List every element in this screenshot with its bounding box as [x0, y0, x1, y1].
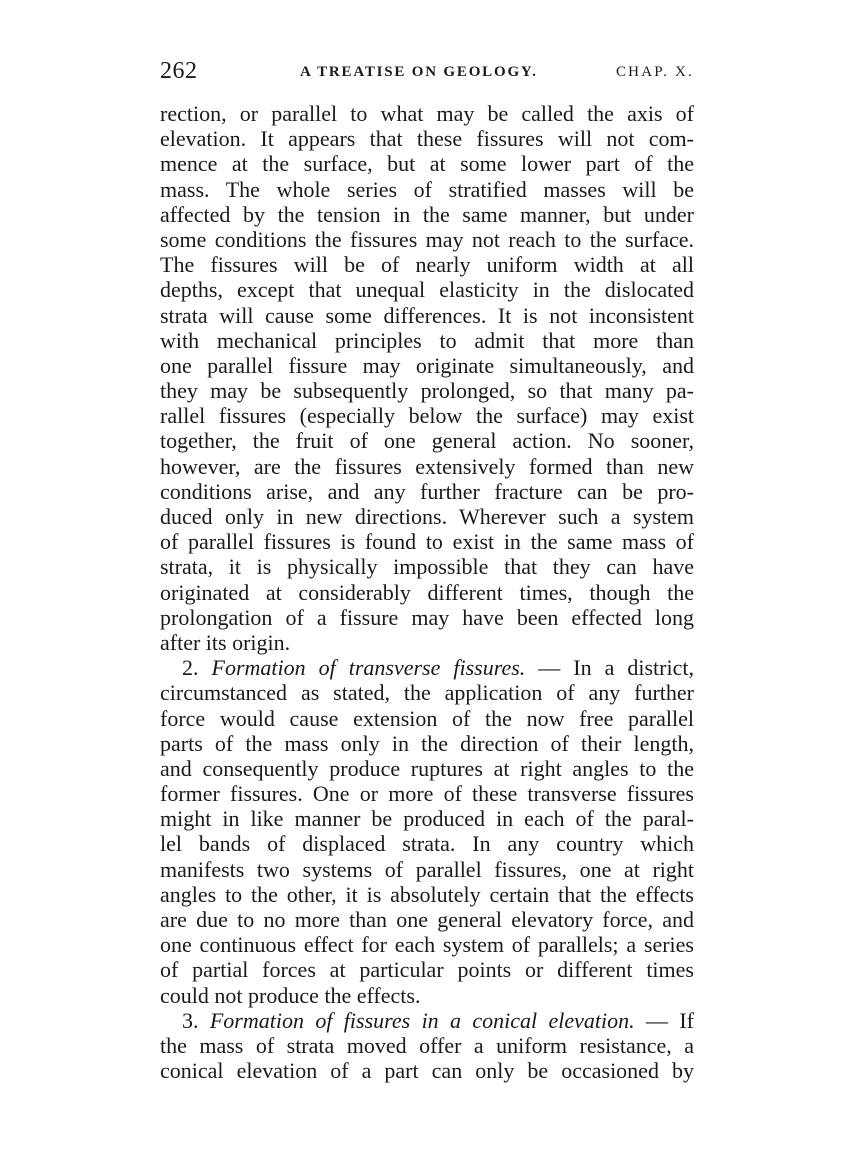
text-line: rallel fissures (especially below the surface) may exist [160, 403, 694, 429]
text-line: could not produce the effects. [160, 982, 421, 1008]
text-line: one parallel fissure may originate simultaneously, and [160, 352, 694, 378]
section-number: 3. [182, 1007, 199, 1033]
text-line: originated at considerably different times, though the [160, 579, 694, 605]
text-line: they may be subsequently prolonged, so that many pa- [160, 378, 694, 404]
text-line: conditions arise, and any further fracture can be pro- [160, 478, 694, 504]
text-run: — In a district, [538, 655, 694, 681]
text-line: are due to no more than one general elevatory force, and [160, 907, 694, 932]
text-line: strata will cause some differences. It is not inconsistent [160, 302, 694, 328]
text-line: mass. The whole series of stratified masses will be [160, 176, 694, 202]
text-line: some conditions the fissures may not reach to the surface. [160, 226, 694, 252]
text-line: force would cause extension of the now free parallel [160, 705, 694, 731]
section-heading-line [160, 655, 694, 680]
text-line: of partial forces at particular points or different times [160, 957, 694, 983]
text-line: angles to the other, it is absolutely certain that the effects [160, 881, 694, 907]
section-heading-line [160, 1008, 694, 1033]
text-line: The fissures will be of nearly uniform width at all [160, 252, 694, 278]
text-line: with mechanical principles to admit that more than [160, 327, 694, 353]
text-line: strata, it is physically impossible that they can have [160, 554, 694, 580]
text-line: one continuous effect for each system of parallels; a series [160, 932, 694, 958]
chapter-label: CHAP. X. [615, 64, 694, 80]
text-line: prolongation of a fissure may have been effected long [160, 604, 694, 630]
running-title: A TREATISE ON GEOLOGY. [300, 64, 538, 80]
text-run: — If [646, 1007, 695, 1033]
text-line: depths, except that unequal elasticity in the dislocated [160, 277, 694, 303]
page-number: 262 [160, 58, 198, 84]
paragraph-continuation [160, 101, 694, 655]
text-line: after its origin. [160, 629, 291, 655]
text-line: the mass of strata moved offer a uniform resistance, a [160, 1032, 694, 1058]
text-line: of parallel fissures is found to exist in the same mass of [160, 529, 694, 555]
text-line: lel bands of displaced strata. In any country which [160, 831, 694, 857]
text-line: mence at the surface, but at some lower part of the [160, 151, 694, 177]
text-line: former fissures. One or more of these transverse fissures [160, 781, 694, 807]
text-line: might in like manner be produced in each of the paral- [160, 806, 694, 832]
section-number: 2. [182, 655, 199, 681]
section-title: Formation of fissures in a conical elevation. [209, 1007, 635, 1033]
text-line: manifests two systems of parallel fissures, one at right [160, 856, 694, 882]
text-line: affected by the tension in the same manner, but under [160, 201, 694, 227]
text-line: however, are the fissures extensively formed than new [160, 453, 694, 479]
text-line: conical elevation of a part can only be occasioned by [160, 1058, 694, 1084]
running-head [160, 58, 694, 88]
text-line: and consequently produce ruptures at right angles to the [160, 755, 694, 781]
text-line: elevation. It appears that these fissures will not com- [160, 126, 694, 152]
text-line: rection, or parallel to what may be called the axis of [160, 101, 694, 126]
text-line: circumstanced as stated, the application of any further [160, 680, 694, 706]
text-line: together, the fruit of one general action. No sooner, [160, 428, 694, 454]
text-line: duced only in new directions. Wherever such a system [160, 504, 694, 529]
paragraph-conical-elevation [160, 1008, 694, 1084]
body-text [160, 101, 694, 1083]
text-line: parts of the mass only in the direction of their length, [160, 730, 694, 756]
section-title: Formation of transverse fissures. [211, 655, 526, 681]
paragraph-transverse-fissures [160, 655, 694, 1008]
